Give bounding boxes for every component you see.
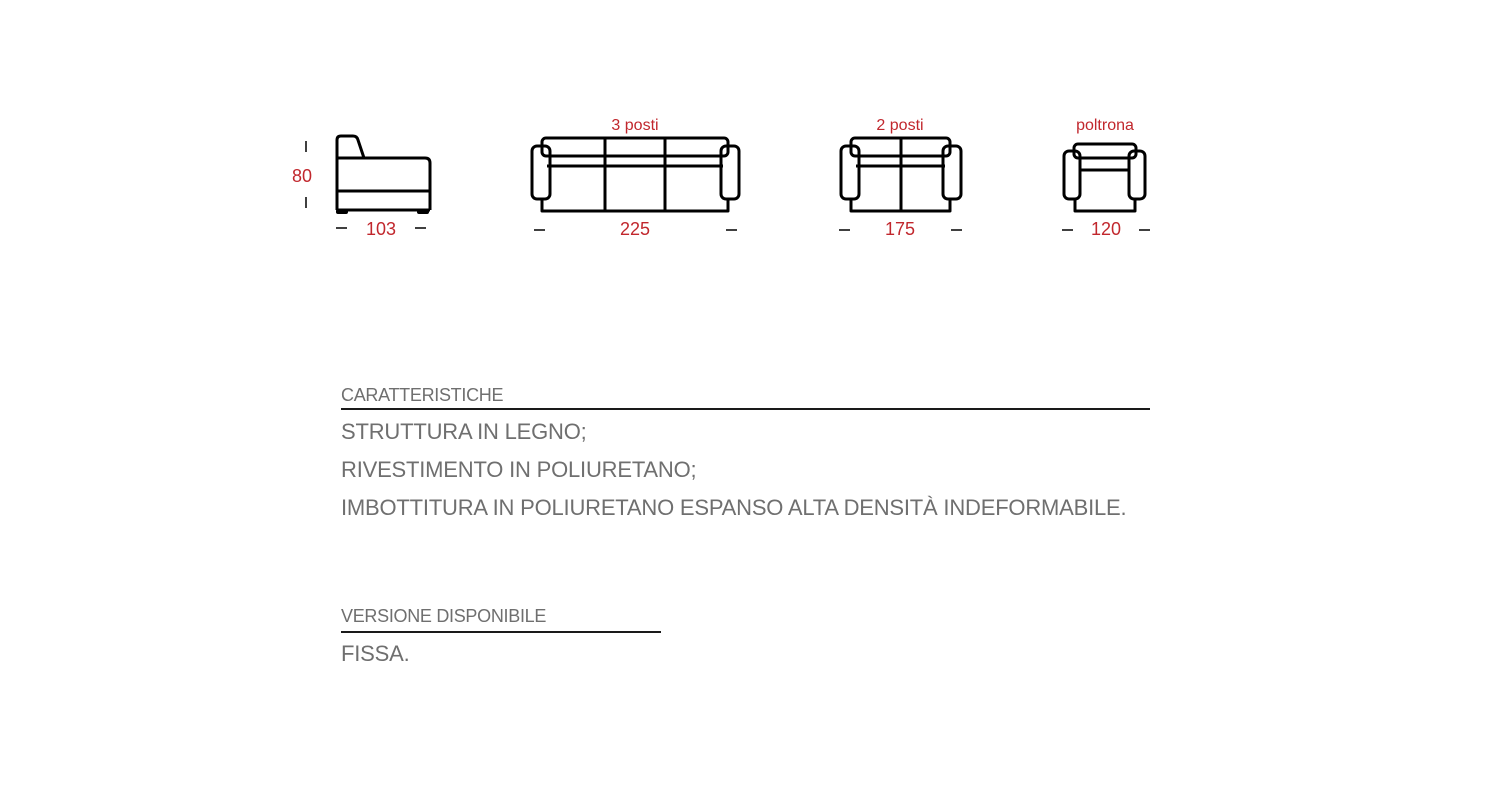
side-view-sofa [337,136,430,210]
version-heading: VERSIONE DISPONIBILE [341,606,547,626]
three-seat-width-value: 225 [619,219,651,239]
depth-value: 103 [365,219,397,239]
armchair-group [1062,117,1150,239]
feature-line-padding: IMBOTTITURA IN POLIURETANO ESPANSO ALTA DENSITÀ INDEFORMABILE. [341,495,1127,520]
side-view-group [292,136,430,239]
armchair-width-value: 120 [1090,219,1122,239]
height-value: 80 [291,166,313,186]
feature-line-covering: RIVESTIMENTO IN POLIURETANO; [341,457,697,482]
three-seat-label: 3 posti [611,117,659,134]
two-seat-width-value: 175 [884,219,916,239]
features-heading-rule [341,408,1150,410]
armchair-drawing [1064,144,1145,211]
three-seat-group [532,117,739,239]
armchair-label: poltrona [1076,117,1134,134]
version-value: FISSA. [341,641,410,666]
two-seat-sofa [841,138,961,211]
two-seat-group [839,117,962,239]
features-heading: CARATTERISTICHE [341,385,504,405]
version-heading-rule [341,631,661,633]
three-seat-sofa [532,138,739,211]
feature-line-structure: STRUTTURA IN LEGNO; [341,419,587,444]
two-seat-label: 2 posti [876,117,924,134]
